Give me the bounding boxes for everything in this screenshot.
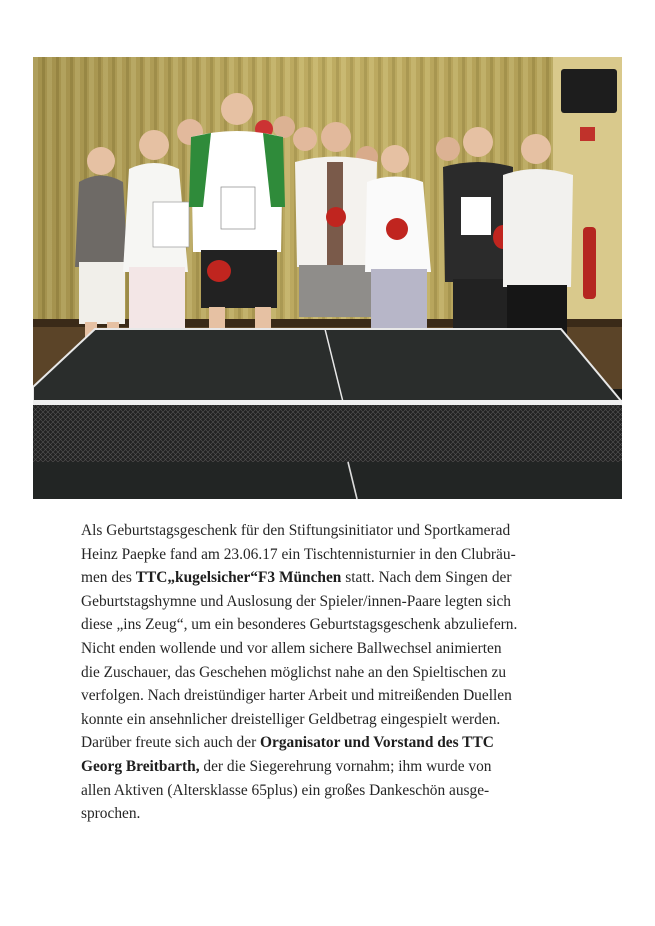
article-line: Darüber freute sich auch der Organisator und Vorstand des TTC (81, 734, 494, 752)
organizer-title-bold: Organisator und Vorstand des TTC (260, 734, 494, 752)
article-line: men des TTC„kugelsicher“F3 München statt. Nach dem Singen der (81, 569, 512, 587)
article-line: Heinz Paepke fand am 23.06.17 ein Tischtennisturnier in den Clubräu- (81, 545, 516, 563)
article-line: konnte ein ansehnlicher dreistelliger Geldbetrag eingespielt werden. (81, 710, 501, 728)
club-name-bold: TTC„kugelsicher“F3 München (135, 569, 342, 587)
ping-pong-table (33, 329, 622, 499)
article-line: Geburtstagshymne und Auslosung der Spieler/innen-Paare legten sich (81, 592, 511, 610)
article-text (81, 519, 601, 826)
article-line: sprochen. (81, 805, 141, 823)
organizer-name-bold: Georg Breitbarth, (81, 757, 200, 775)
article-line: Als Geburtstagsgeschenk für den Stiftungsinitiator und Sportkamerad (81, 522, 511, 539)
article-line: verfolgen. Nach dreistündiger harter Arbeit und mitreißenden Duellen (81, 687, 512, 705)
article-line: allen Aktiven (Altersklasse 65plus) ein großes Dankeschön ausge- (81, 781, 490, 799)
article-line: die Zuschauer, das Geschehen möglichst nahe an den Spieltischen zu (81, 663, 507, 681)
group-photo-illustration (33, 57, 622, 499)
article-line: diese „ins Zeug“, um ein besonderes Geburtstagsgeschenk abzuliefern. (81, 616, 518, 634)
article-line: Georg Breitbarth, der die Siegerehrung vornahm; ihm wurde von (81, 757, 492, 775)
group-photo (33, 57, 622, 499)
article-line: Nicht enden wollende und vor allem sichere Ballwechsel animierten (81, 639, 502, 657)
